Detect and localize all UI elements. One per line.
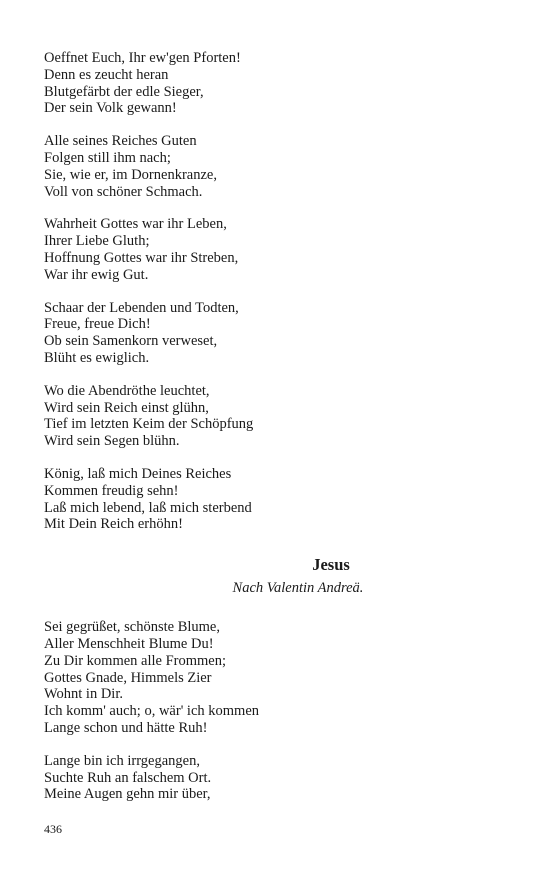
verse-line: Denn es zeucht heran (44, 66, 169, 83)
verse-line: Suchte Ruh an falschem Ort. (44, 769, 212, 786)
page-number: 436 (44, 822, 62, 836)
poem-title: Jesus (312, 555, 350, 575)
verse-line: War ihr ewig Gut. (44, 266, 149, 283)
stanza (44, 753, 508, 803)
verse-line: Kommen freudig sehn! (44, 482, 179, 499)
verse-line: Gottes Gnade, Himmels Zier (44, 669, 212, 686)
verse-line: Wohnt in Dir. (44, 686, 123, 703)
page-text (44, 50, 508, 803)
verse-line: Wahrheit Gottes war ihr Leben, (44, 216, 227, 233)
verse-line: Lange schon und hätte Ruh! (44, 719, 208, 736)
verse-line: Sei gegrüßet, schönste Blume, (44, 619, 220, 636)
verse-line: Zu Dir kommen alle Frommen; (44, 652, 227, 669)
verse-line: Oeffnet Euch, Ihr ew'gen Pforten! (44, 50, 241, 66)
verse-line: Freue, freue Dich! (44, 316, 151, 333)
stanza (44, 300, 508, 367)
verse-line: Alle seines Reiches Guten (44, 133, 197, 150)
verse-line: Meine Augen gehn mir über, (44, 786, 211, 803)
verse-line: König, laß mich Deines Reiches (44, 465, 232, 482)
verse-line: Schaar der Lebenden und Todten, (44, 299, 239, 316)
verse-line: Tief im letzten Keim der Schöpfung (44, 416, 254, 433)
verse-line: Folgen still ihm nach; (44, 149, 171, 166)
verse-line: Ihrer Liebe Gluth; (44, 233, 150, 250)
verse-line: Blutgefärbt der edle Sieger, (44, 83, 204, 100)
verse-line: Voll von schöner Schmach. (44, 183, 203, 200)
verse-line: Mit Dein Reich erhöhn! (44, 516, 183, 533)
verse-line: Laß mich lebend, laß mich sterbend (44, 499, 252, 516)
verse-line: Sie, wie er, im Dornenkranze, (44, 166, 217, 183)
verse-line: Wird sein Reich einst glühn, (44, 399, 209, 416)
verse-line: Hoffnung Gottes war ihr Streben, (44, 249, 239, 266)
verse-line: Blüht es ewiglich. (44, 349, 150, 366)
stanza (44, 50, 508, 117)
verse-line: Ich komm' auch; o, wär' ich kommen (44, 703, 260, 720)
verse-line: Ob sein Samenkorn verweset, (44, 333, 218, 350)
stanza (44, 619, 508, 737)
poem-subtitle: Nach Valentin Andreä. (232, 580, 364, 597)
stanza (44, 133, 508, 200)
stanza (44, 216, 508, 283)
verse-line: Der sein Volk gewann! (44, 100, 177, 117)
verse-line: Wird sein Segen blühn. (44, 433, 180, 450)
stanza (44, 383, 508, 450)
verse-line: Lange bin ich irrgegangen, (44, 752, 200, 769)
stanza (44, 466, 508, 533)
verse-line: Wo die Abendröthe leuchtet, (44, 382, 210, 399)
verse-line: Aller Menschheit Blume Du! (44, 635, 214, 652)
